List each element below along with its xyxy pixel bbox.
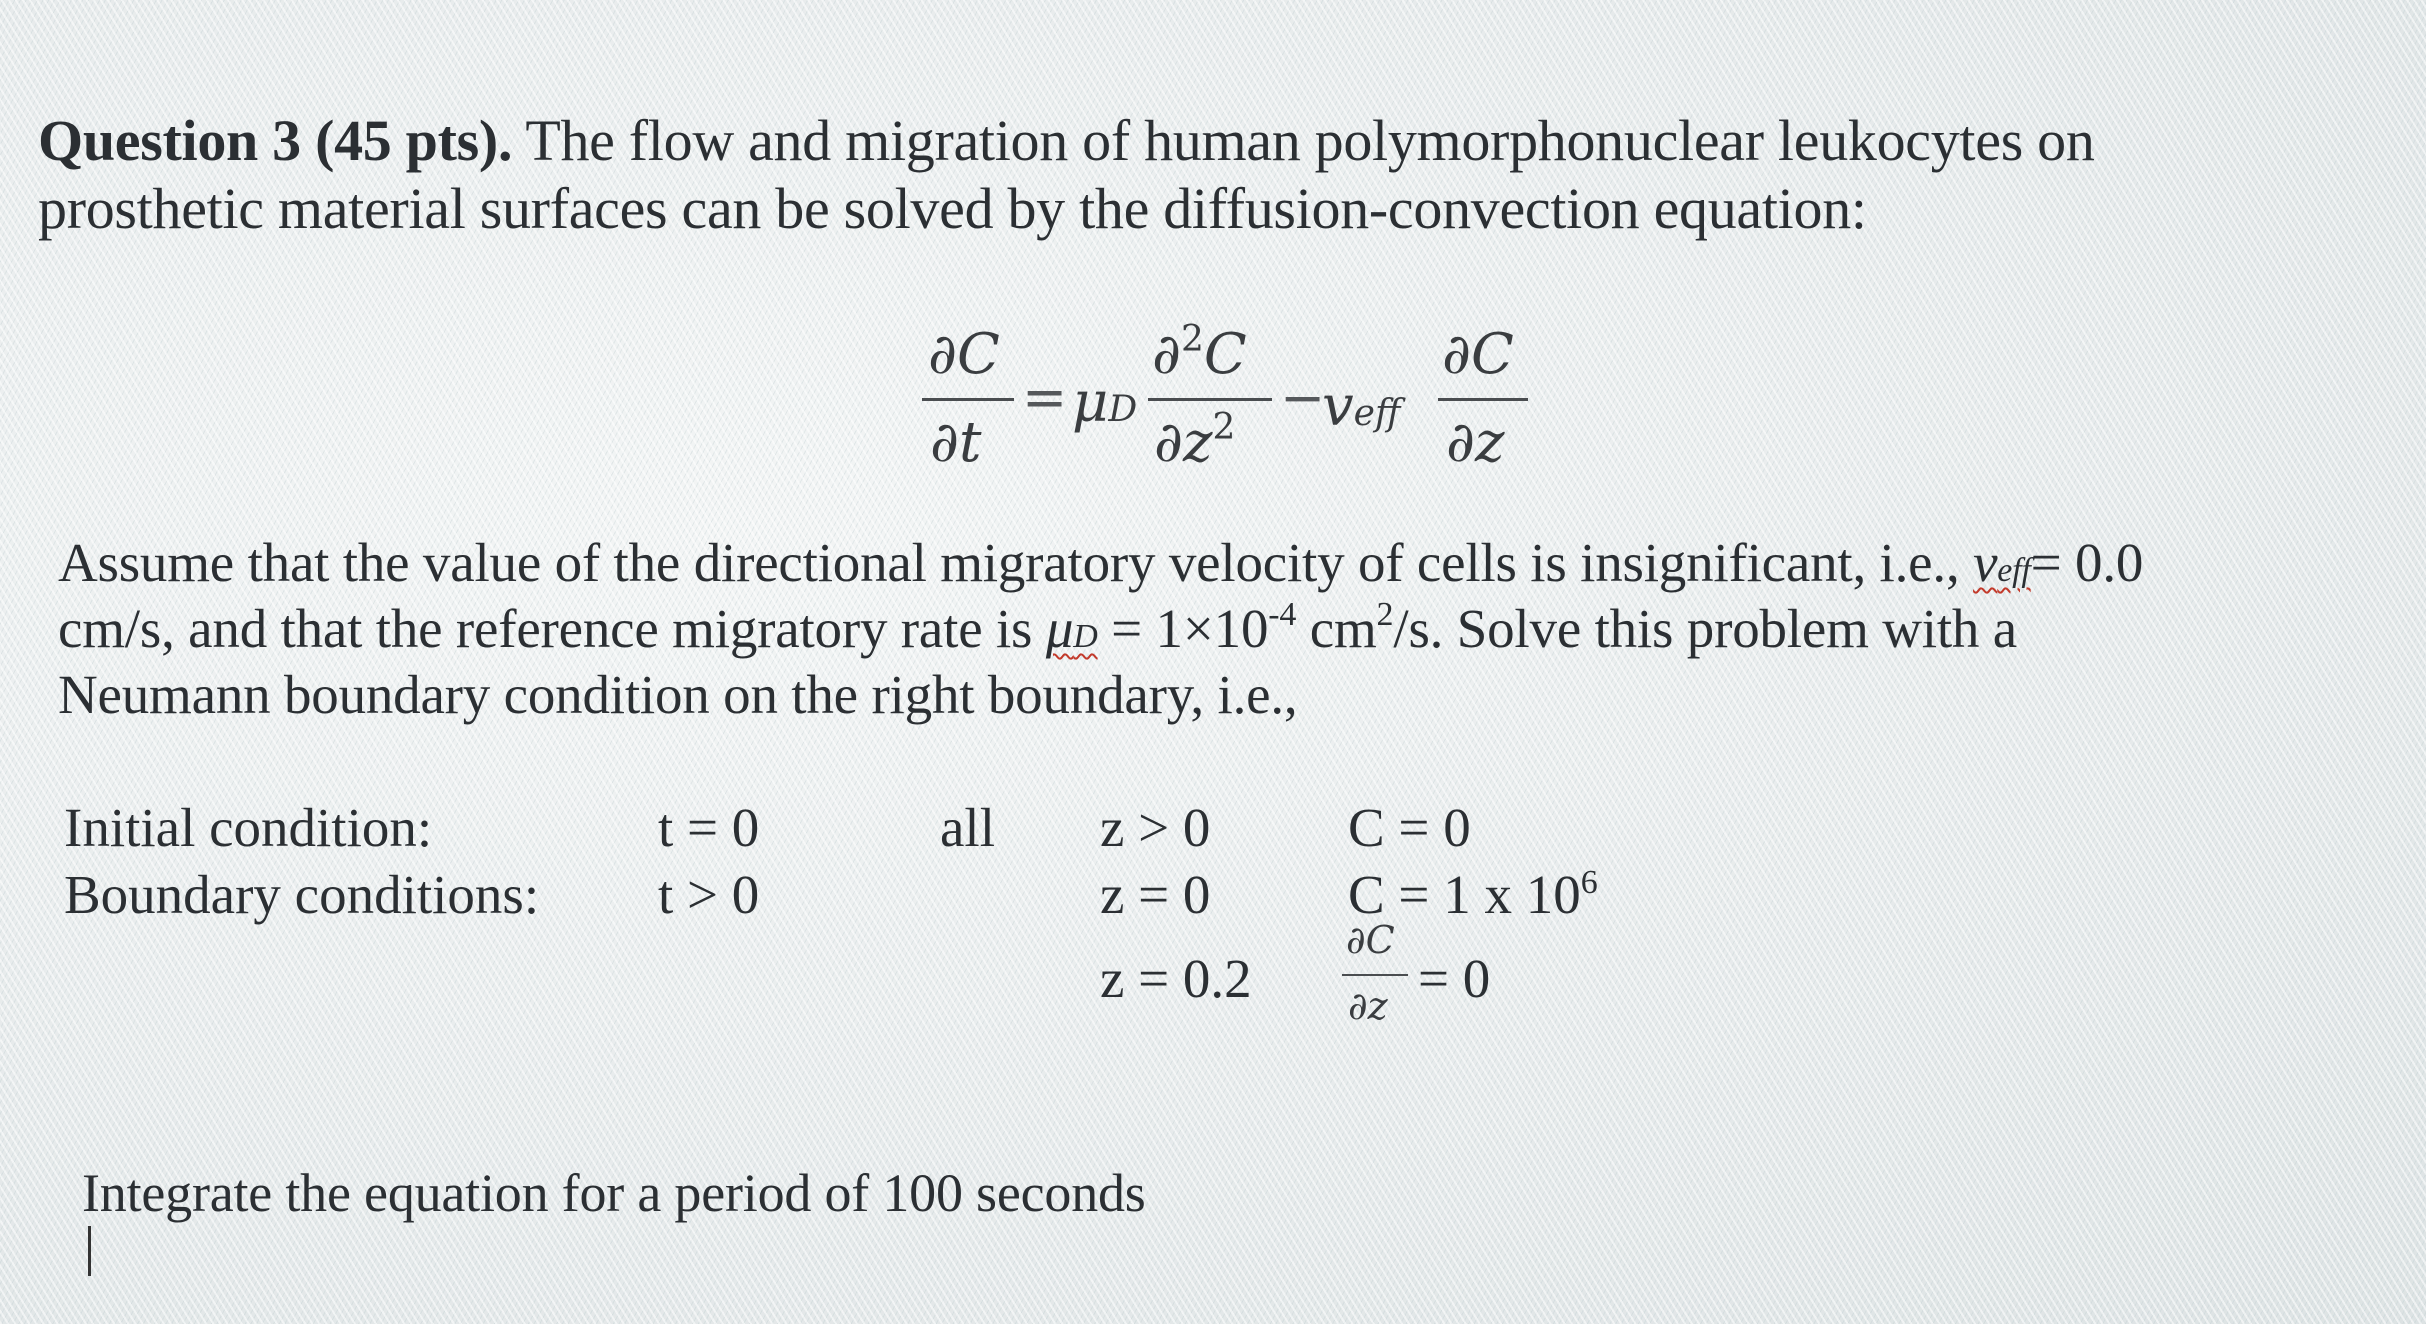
question-intro-line1: The flow and migration of human polymorphonuclear leukocytes on [525, 108, 2095, 173]
assumption-line3: Neumann boundary condition on the right boundary, i.e., [58, 664, 1298, 725]
eq-equals: = [1022, 366, 1068, 429]
eq-term3-numerator: ∂C [1442, 322, 1514, 387]
boundary2-rhs: = 0 [1418, 948, 1491, 1009]
assumption-line1: Assume that the value of the directional migratory velocity of cells is insignificant, i.e., veff= 0.0 [58, 532, 2144, 593]
eq-lhs-denominator: ∂t [930, 410, 982, 475]
eq-term3-fraction-bar [1438, 398, 1528, 401]
eq-lhs-numerator: ∂C [928, 322, 1000, 387]
eq-lhs-fraction-bar [922, 398, 1014, 401]
text-cursor[interactable] [88, 1226, 91, 1276]
question-heading [38, 108, 2095, 174]
mu-d-symbol: μD [1045, 598, 1098, 659]
boundary2-denominator: ∂z [1348, 984, 1388, 1028]
initial-z: z > 0 [1100, 797, 1211, 858]
boundary1-z: z = 0 [1100, 864, 1211, 925]
boundary1-c: C = 1 x $10^6$ [1348, 864, 1598, 925]
initial-time: t = 0 [658, 797, 760, 858]
boundary2-fraction-bar [1342, 974, 1408, 976]
boundary2-z: z = 0.2 [1100, 948, 1252, 1009]
question-intro-line2: prosthetic material surfaces can be solved by the diffusion-convection equation: [38, 176, 1867, 241]
boundary-condition-label: Boundary conditions: [64, 864, 540, 925]
initial-condition-label: Initial condition: [64, 797, 433, 858]
boundary2-numerator: ∂C [1346, 918, 1395, 962]
question-label: Question 3 (45 pts). [38, 108, 513, 173]
eq-term2-numerator: ∂$^2$C [1152, 319, 1247, 387]
eq-minus: − [1280, 366, 1326, 429]
boundary-time: t > 0 [658, 864, 760, 925]
eq-v-eff: veff [1322, 374, 1401, 439]
integration-instruction: Integrate the equation for a period of 100 seconds [82, 1163, 1146, 1223]
eq-term2-denominator: $\partial z^2$ [1154, 407, 1236, 475]
v-eff-symbol: veff [1973, 532, 2031, 593]
initial-c: C = 0 [1348, 797, 1471, 858]
eq-term2-fraction-bar [1148, 398, 1272, 401]
assumption-line2: cm/s, and that the reference migratory rate is $\mu D = 1\times 10^{-4}$ $cm^2/s$. Solve this problem with a [58, 596, 2017, 659]
initial-all: all [940, 797, 995, 858]
eq-term3-denominator: ∂z [1446, 410, 1505, 475]
eq-mu: μD [1072, 370, 1138, 435]
